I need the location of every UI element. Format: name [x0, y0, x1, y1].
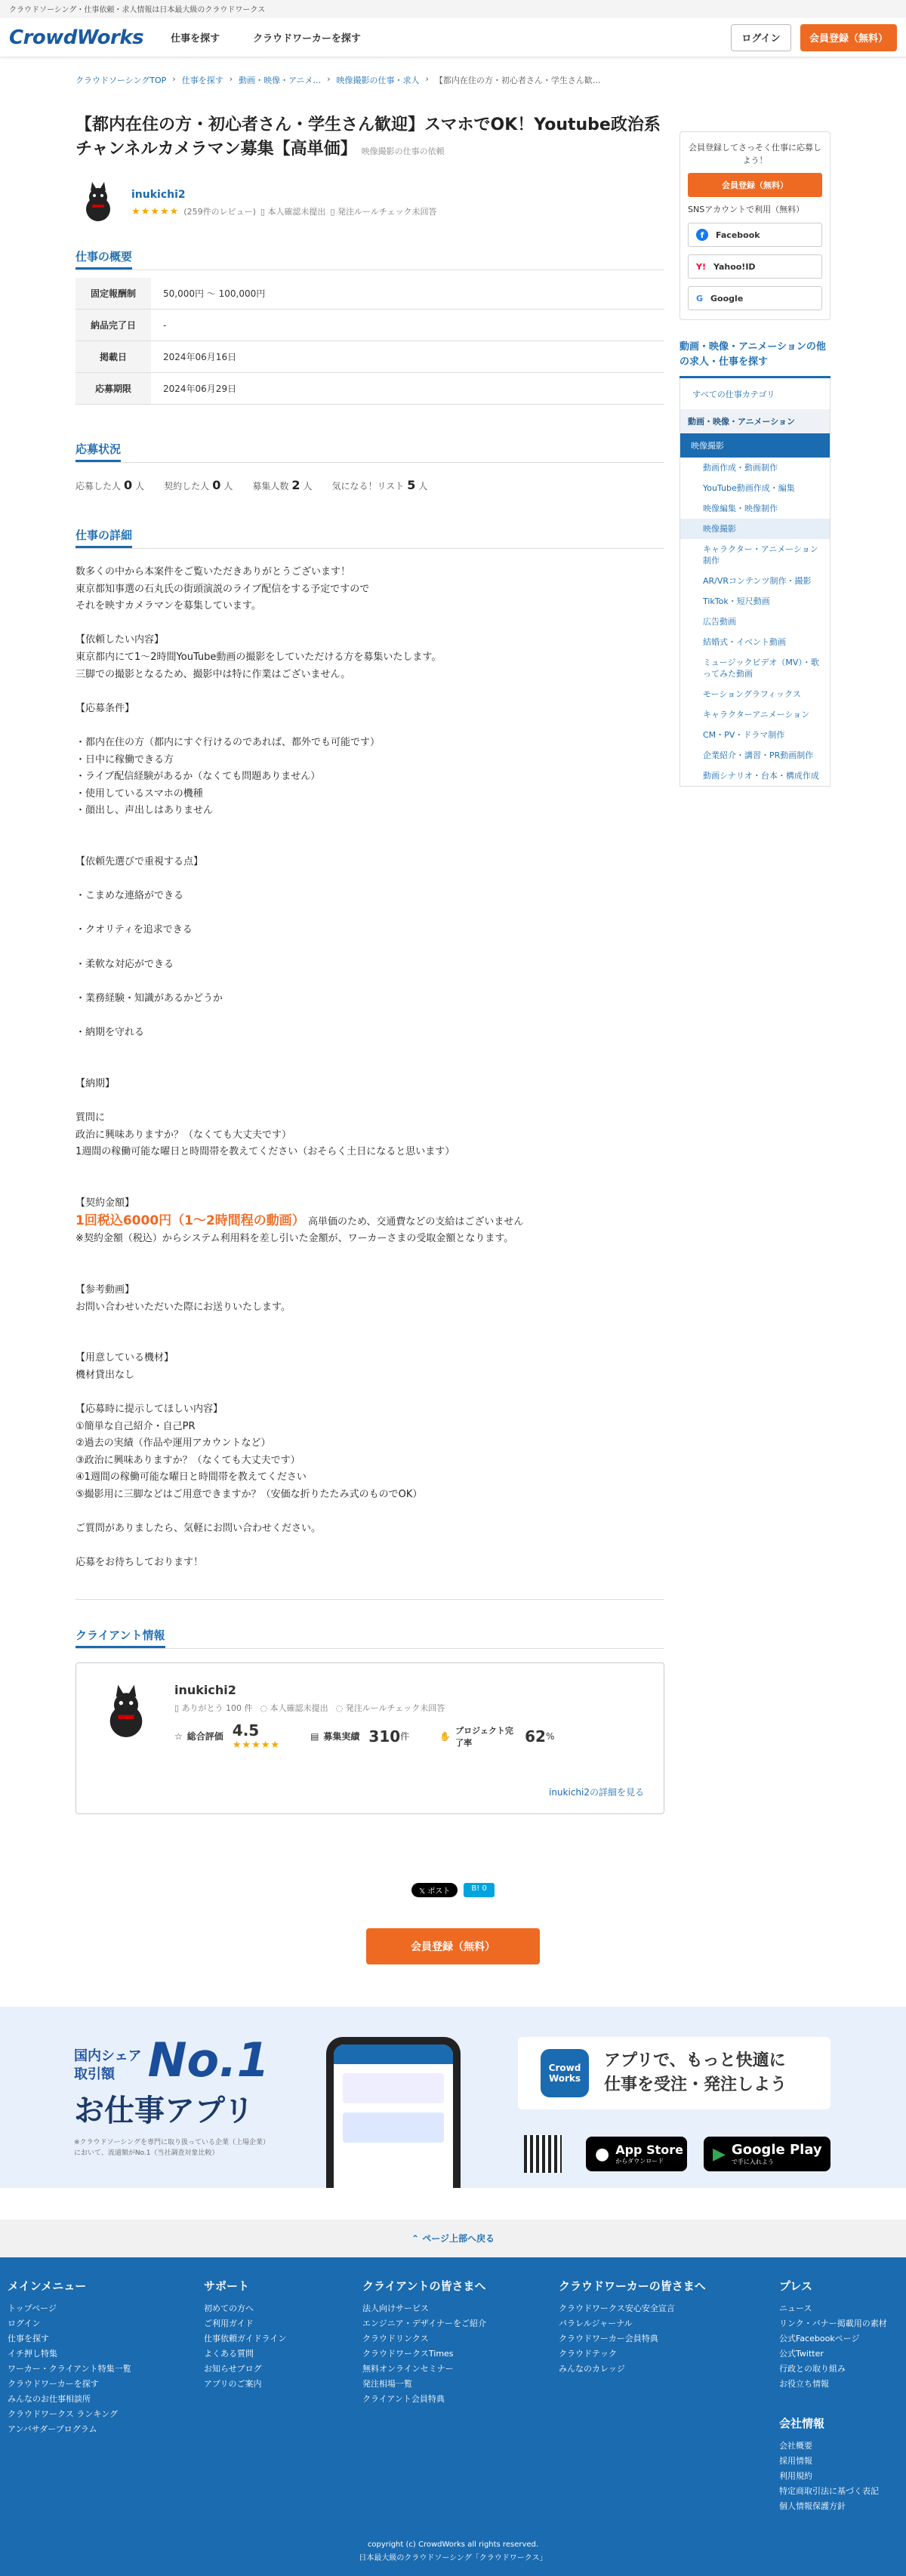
client-info-card	[76, 1662, 664, 1814]
footer-link[interactable]: 法人向けサービス	[362, 2303, 429, 2313]
footer-link[interactable]: お役立ち情報	[779, 2379, 829, 2389]
section-heading-status: 応募状況	[76, 441, 121, 462]
star-icon: ☆	[174, 1730, 183, 1742]
footer-link[interactable]: クラウドテック	[559, 2349, 617, 2359]
footer-column	[362, 2279, 486, 2407]
footer-heading: 会社情報	[779, 2417, 825, 2430]
breadcrumb-item[interactable]: 仕事を探す	[181, 75, 223, 85]
table-row: 掲載日 2024年06月16日	[76, 341, 664, 373]
section-heading-summary: 仕事の概要	[76, 248, 132, 270]
app-promo-banner: 国内シェア 取引額 No.1 お仕事アプリ ※クラウドソーシングを専門に取り扱っている企業（上場企業）において、流通額がNo.1（当社調査対象比較） Crowd Works アプリで、もっと快適に 仕事を受注・発注しよう ● App Store からダウンロード ▶ Google Play で手に入れよう	[0, 2007, 906, 2188]
breadcrumb-current: 【都内在住の方・初心者さん・学生さん歓...	[434, 75, 601, 85]
category-item[interactable]: キャラクター・アニメーション制作	[703, 544, 818, 565]
footer-link[interactable]: パラレルジャーナル	[559, 2319, 633, 2328]
bottom-register-button[interactable]: 会員登録（無料）	[366, 1928, 540, 1964]
footer-column	[204, 2279, 286, 2392]
application-status: 応募した人 0 人 契約した人 0 人 募集人数 2 人 気になる！リスト 5 人	[76, 478, 428, 492]
category-item[interactable]: 映像撮影	[680, 519, 830, 539]
thanks-count: ▯ ありがとう 100 件	[174, 1703, 253, 1714]
nav-find-workers[interactable]: クラウドワーカーを探す	[253, 33, 361, 45]
section-heading-detail: 仕事の詳細	[76, 527, 132, 548]
handshake-icon: ✋	[439, 1730, 451, 1742]
category-item[interactable]: AR/VRコンテンツ制作・撮影	[703, 576, 812, 586]
footer-link[interactable]: 仕事を探す	[8, 2334, 49, 2343]
footer-link[interactable]: 採用情報	[779, 2456, 812, 2466]
header-nav	[171, 30, 394, 45]
qr-code	[524, 2135, 562, 2173]
identity-status: ▯ 本人確認未提出	[260, 207, 326, 217]
category-item[interactable]: TikTok・短尺動画	[703, 596, 770, 606]
top-tagline: クラウドソーシング・仕事依頼・求人情報は日本最大級のクラウドワークス	[0, 0, 906, 18]
breadcrumb-item[interactable]: 映像撮影の仕事・求人	[336, 75, 420, 85]
footer-link[interactable]: 利用規約	[779, 2471, 812, 2481]
category-item[interactable]: モーショングラフィックス	[703, 689, 801, 699]
category-item[interactable]: 動画シナリオ・台本・構成作成	[703, 771, 819, 781]
footer-heading: プレス	[779, 2279, 812, 2293]
footer-link[interactable]: クラウドリンクス	[362, 2334, 429, 2343]
site-footer	[0, 2257, 906, 2576]
footer-link[interactable]: リンク・バナー掲載用の素材	[779, 2319, 887, 2328]
copyright: copyright (c) CrowdWorks all rights reserved.	[367, 2541, 539, 2549]
category-item[interactable]: 企業紹介・講習・PR動画制作	[703, 750, 814, 760]
overall-rating: ☆ 総合評価 4.5 ★★★★★	[174, 1721, 281, 1752]
hatena-bookmark-button[interactable]: B! 0	[464, 1883, 494, 1897]
footer-link[interactable]: 無料オンラインセミナー	[362, 2364, 454, 2374]
share-buttons	[0, 1883, 906, 1897]
apple-icon: ●	[595, 2144, 610, 2164]
price-highlight: 1回税込6000円（1〜2時間程の動画）	[76, 1213, 305, 1228]
footer-link[interactable]: クラウドワークスTimes	[362, 2349, 454, 2359]
category-item[interactable]: 広告動画	[703, 617, 736, 627]
footer-link[interactable]: みんなのお仕事相談所	[8, 2394, 91, 2404]
table-row: 納品完了日 -	[76, 310, 664, 341]
app-logo: Crowd Works	[541, 2049, 589, 2097]
facebook-icon: f	[696, 229, 708, 241]
footer-column	[779, 2279, 887, 2392]
footer-link[interactable]: アンバサダープログラム	[8, 2424, 97, 2434]
footer-link[interactable]: エンジニア・デザイナーをご紹介	[362, 2319, 486, 2328]
footer-link[interactable]: アプリのご案内	[204, 2379, 262, 2389]
job-record: ▤ 募集実績 310 件	[310, 1727, 410, 1746]
nav-find-jobs[interactable]: 仕事を探す	[171, 33, 220, 45]
signup-card: 会員登録してさっそく仕事に応募しよう！ 会員登録（無料） SNSアカウントで利用（無料） f Facebook Y! Yahoo!ID G Google	[680, 131, 830, 320]
footer-heading: クラウドワーカーの皆さまへ	[559, 2279, 706, 2293]
footer-link[interactable]: クラウドワーカー会員特典	[559, 2334, 658, 2343]
footer-link[interactable]: ご利用ガイド	[204, 2319, 254, 2328]
login-button[interactable]: ログイン	[731, 24, 791, 51]
category-note[interactable]: 映像撮影の仕事の依頼	[361, 146, 445, 156]
chevron-up-icon: ⌃	[411, 2233, 423, 2244]
category-group[interactable]: 動画・映像・アニメーション	[680, 409, 830, 433]
category-list	[680, 378, 830, 787]
footer-link[interactable]: 会社概要	[779, 2441, 812, 2451]
breadcrumb: クラウドソーシングTOP › 仕事を探す › 動画・映像・アニメ... › 映像撮影の仕事・求人 › 【都内在住の方・初心者さん・学生さん歓...	[76, 74, 601, 85]
footer-link[interactable]: クラウドワーカーを探す	[8, 2379, 99, 2389]
table-row: 応募期限 2024年06月29日	[76, 373, 664, 405]
footer-link[interactable]: ニュース	[779, 2303, 812, 2313]
breadcrumb-item[interactable]: クラウドソーシングTOP	[76, 75, 167, 85]
category-selected[interactable]: 映像撮影	[680, 433, 830, 458]
footer-link[interactable]: ワーカー・クライアント特集一覧	[8, 2364, 131, 2374]
page-title: 【都内在住の方・初心者さん・学生さん歓迎】スマホでOK！Youtube政治系チャンネルカメラマン募集【高単価】 映像撮影の仕事の依頼	[76, 116, 661, 159]
footer-link[interactable]: イチ押し特集	[8, 2349, 57, 2359]
client-name[interactable]: inukichi2	[131, 189, 186, 201]
client-name[interactable]: inukichi2	[174, 1683, 236, 1698]
facebook-button[interactable]: f Facebook	[688, 223, 822, 247]
footer-link[interactable]: 公式Facebookページ	[779, 2334, 860, 2343]
sidebar-register-button[interactable]: 会員登録（無料）	[688, 173, 822, 197]
footer-column	[8, 2279, 131, 2437]
footer-column	[559, 2279, 706, 2377]
footer-link[interactable]: トップページ	[8, 2303, 57, 2313]
client-summary	[76, 180, 664, 226]
avatar[interactable]	[96, 1683, 156, 1743]
footer-link[interactable]: 行政との取り組み	[779, 2364, 846, 2374]
table-row: 固定報酬制 50,000円 〜 100,000円	[76, 278, 664, 310]
category-item[interactable]: キャラクターアニメーション	[703, 710, 810, 719]
phone-mockup	[326, 2037, 461, 2188]
logo[interactable]: CrowdWorks	[9, 26, 144, 49]
main-content	[76, 113, 664, 1814]
document-icon: ▤	[310, 1730, 319, 1742]
category-item[interactable]: 動画作成・動画制作	[703, 463, 778, 473]
footer-link[interactable]: みんなのカレッジ	[559, 2364, 625, 2374]
footer-link[interactable]: クラウドワークス安心安全宣言	[559, 2303, 675, 2313]
footer-tagline: 日本最大級のクラウドソーシング「クラウドワークス」	[359, 2554, 547, 2562]
category-item[interactable]: 結婚式・イベント動画	[703, 637, 786, 647]
rule-status: ▯ 発注ルールチェック未回答	[330, 207, 437, 217]
register-button[interactable]: 会員登録（無料）	[800, 24, 897, 51]
section-heading-client: クライアント情報	[76, 1627, 165, 1648]
footer-link[interactable]: クライアント会員特典	[362, 2394, 445, 2404]
footer-heading: サポート	[204, 2279, 250, 2293]
footer-heading: クライアントの皆さまへ	[362, 2279, 486, 2293]
rule-status: ◌ 発注ルールチェック未回答	[335, 1703, 445, 1714]
category-item[interactable]: ミュージックビデオ（MV）・歌ってみた動画	[703, 658, 819, 679]
footer-link[interactable]: クラウドワークス ランキング	[8, 2409, 119, 2419]
breadcrumb-item[interactable]: 動画・映像・アニメ...	[239, 75, 322, 85]
category-item[interactable]: CM・PV・ドラマ制作	[703, 730, 785, 740]
footer-link[interactable]: 個人情報保護方針	[779, 2501, 846, 2511]
site-header	[0, 18, 906, 57]
footer-link[interactable]: ログイン	[8, 2319, 41, 2328]
footer-link[interactable]: よくある質問	[204, 2349, 254, 2359]
footer-link[interactable]: 初めての方へ	[204, 2303, 254, 2313]
footer-column	[779, 2416, 879, 2514]
page-top-link[interactable]: ⌃ ページ上部へ戻る	[0, 2220, 906, 2257]
related-heading: 動画・映像・アニメーションの他の求人・仕事を探す	[680, 340, 830, 378]
app-store-button[interactable]: ● App Store からダウンロード	[586, 2137, 687, 2171]
summary-table	[76, 278, 664, 405]
job-description: 数多くの中から本案件をご覧いただきありがとうございます！ 東京都知事選の石丸氏の街頭演説のライブ配信をする予定ですので それを映すカメラマンを募集しています。 【依頼したい内容】 東京都内にて1〜2時間YouTube動画の撮影をしていただける方を募集いたします。 三脚での撮影となるため、撮影中は特に作業はございません。 【応募条件】 ・都内在住の方（都内にすぐ行けるのであれば、都外でも可能です） ・日中に稼働できる方 ・ライブ配信経験があるか（なくても問題ありません） ・使用しているスマホの機種 ・顔出し、声出しはありません 【依頼先選びで重視する点】 ・こまめな連絡ができる ・クオリティを追求できる ・柔軟な対応ができる ・業務経験・知識があるかどうか ・納期を守れる 【納期】 質問に 政治に興味ありますか？（なくても大丈夫です） 1週間の稼働可能な曜日と時間帯を教えてください（おそらく土日になると思います） 【契約金額】 1回税込6000円（1〜2時間程の動画） 高単価のため、交通費などの支給はございません ※契約金額（税込）からシステム利用料を差し引いた金額が、ワーカーさまの受取金額となります。 【参考動画】 お問い合わせいただいた際にお送りいたします。 【用意している機材】 機材貸出なし 【応募時に提示してほしい内容】 ①簡単な自己紹介・自己PR ②過去の実績（作品や運用アカウントなど） ③政治に興味ありますか？（なくても大丈夫です） ④1週間の稼働可能な曜日と時間帯を教えてください ⑤撮影用に三脚などはご用意できますか？（安価な折りたたみ式のものでOK） ご質問がありましたら、気軽にお問い合わせください。 応募をお待ちしております！	[76, 566, 524, 1569]
yahoo-icon: Y!	[696, 261, 706, 272]
yahoo-button[interactable]: Y! Yahoo!ID	[688, 254, 822, 279]
google-icon: G	[696, 293, 704, 304]
completion-rate: ✋ プロジェクト完了率 62 %	[439, 1725, 555, 1748]
avatar[interactable]	[76, 180, 121, 226]
play-icon: ▶	[713, 2144, 726, 2164]
client-detail-link[interactable]: inukichi2の詳細を見る	[548, 1787, 644, 1798]
footer-link[interactable]: お知らせブログ	[204, 2364, 262, 2374]
google-play-button[interactable]: ▶ Google Play で手に入れよう	[704, 2137, 830, 2171]
footer-link[interactable]: 公式Twitter	[779, 2349, 824, 2359]
sidebar	[680, 131, 830, 787]
review-count[interactable]: (259件のレビュー)	[183, 207, 256, 217]
footer-link[interactable]: 仕事依頼ガイドライン	[204, 2334, 287, 2343]
google-button[interactable]: G Google	[688, 286, 822, 310]
identity-status: ◌ 本人確認未提出	[260, 1703, 328, 1714]
footer-link[interactable]: 特定商取引法に基づく表記	[779, 2486, 879, 2496]
category-item[interactable]: YouTube動画作成・編集	[703, 483, 795, 493]
footer-link[interactable]: 発注相場一覧	[362, 2379, 412, 2389]
x-post-button[interactable]: 𝕏 ポスト	[411, 1883, 458, 1897]
rating-stars: ★★★★★	[131, 205, 180, 217]
category-item[interactable]: 映像編集・映像制作	[703, 504, 778, 513]
footer-heading: メインメニュー	[8, 2279, 87, 2293]
all-categories-link[interactable]: すべての仕事カテゴリ	[692, 390, 775, 399]
